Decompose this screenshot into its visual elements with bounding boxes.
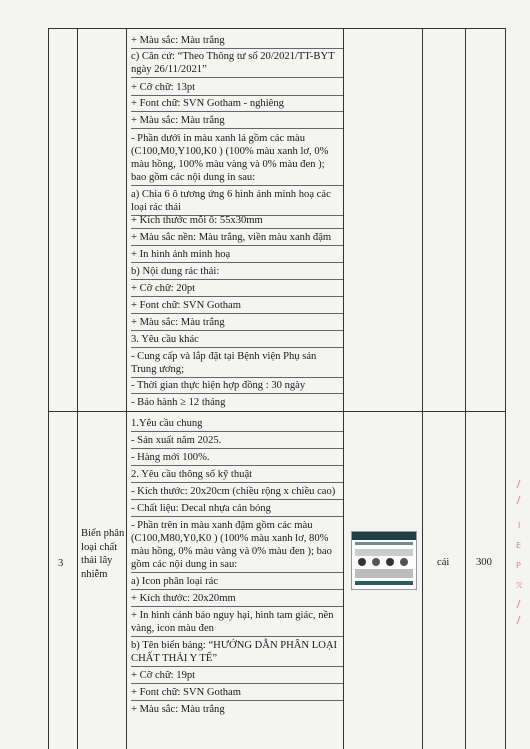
spec-line: - Phần trên in màu xanh đậm gồm các màu: [131, 520, 313, 531]
spec-line: 2. Yêu cầu thông số kỹ thuật: [131, 468, 343, 483]
spec-line: + Màu sắc nền: Màu trắng, viền màu xanh đậm: [131, 231, 343, 246]
waste-bin-icon: [358, 558, 366, 566]
spec-line: - Bảo hành ≥ 12 tháng: [131, 397, 226, 408]
spec-line: + In hình cảnh báo nguy hại, hình tam giác, nền: [131, 610, 334, 621]
row-number: 3: [58, 558, 64, 569]
stamp-mark: [508, 478, 528, 628]
spec-line: vàng, icon màu đen: [131, 622, 343, 637]
waste-bin-icon: [372, 558, 380, 566]
table-border-top: [48, 28, 506, 29]
spec-line: + Màu sắc: Màu trắng: [131, 114, 343, 129]
spec-line: + Font chữ: SVN Gotham - nghiêng: [131, 97, 343, 112]
spec-line: + Font chữ: SVN Gotham: [131, 299, 343, 314]
spec-line: màu hồng, 0% màu vàng và 0% màu đen ); bao: [131, 546, 332, 557]
spec-line: + Font chữ: SVN Gotham: [131, 686, 343, 701]
spec-line: - Sản xuất năm 2025.: [131, 434, 343, 449]
svg-text:I: I: [518, 521, 521, 530]
spec-cell-row-3: [131, 417, 343, 749]
spec-line: - Kích thước: 20x20cm (chiều rộng x chiều cao): [131, 485, 343, 500]
thumbnail-subtitle-band: [355, 542, 413, 545]
spec-line: a) Chia 6 ô tương ứng 6 hình ảnh minh hoạ các: [131, 189, 331, 200]
item-name-line: Biển phân: [81, 528, 125, 539]
item-name-line: nhiễm: [81, 568, 108, 580]
svg-text:E: E: [516, 541, 522, 550]
table-border-col5: [465, 28, 466, 749]
spec-line: + Màu sắc: Màu trắng: [131, 316, 343, 331]
spec-line: + Kích thước: 20x20mm: [131, 592, 343, 607]
svg-text:P: P: [516, 561, 521, 570]
thumbnail-row: [355, 581, 413, 585]
table-border-col3: [343, 28, 344, 749]
spec-line: + In hình ảnh minh hoạ: [131, 248, 343, 263]
item-name-line: thải lây: [81, 555, 113, 566]
thumbnail-row: [355, 569, 413, 578]
spec-line: + Màu sắc: Màu trắng: [131, 704, 225, 715]
spec-line: - Phần dưới in màu xanh lá gồm các màu: [131, 133, 306, 144]
spec-line: - Thời gian thực hiện hợp đồng : 30 ngày: [131, 379, 343, 394]
spec-line: ngày 26/11/2021”: [131, 63, 343, 78]
item-name-line: loại chất: [81, 541, 118, 553]
spec-line: c) Căn cứ: “Theo Thông tư số 20/2021/TT-BYT: [131, 51, 335, 62]
table-row-divider: [48, 411, 506, 412]
spec-line: (C100,M0,Y100,K0 ) (100% màu xanh lơ, 0%: [131, 146, 329, 157]
spec-line: - Hàng mới 100%.: [131, 451, 343, 466]
spec-line: + Cỡ chữ: 13pt: [131, 81, 343, 96]
spec-line: CHẤT THẢI Y TẾ”: [131, 652, 343, 667]
spec-line: + Cỡ chữ: 19pt: [131, 669, 343, 684]
spec-line: màu hồng, 100% màu vàng và 0% màu đen );: [131, 159, 325, 170]
table-border-right: [505, 28, 506, 749]
spec-line: b) Nội dung rác thải:: [131, 265, 343, 280]
spec-line: bao gồm các nội dung in sau:: [131, 171, 343, 186]
spec-line: - Cung cấp và lắp đặt tại Bệnh viện Phụ sản: [131, 351, 317, 362]
quantity-cell: 300: [476, 557, 492, 568]
spec-line: + Kích thước mỗi ô: 55x30mm: [131, 214, 343, 229]
spec-line: Trung ương;: [131, 363, 343, 378]
spec-line: + Màu sắc: Màu trắng: [131, 34, 343, 49]
unit-cell: cái: [437, 557, 450, 568]
table-border-col1: [77, 28, 78, 749]
waste-bin-icon: [386, 558, 394, 566]
spec-line: 3. Yêu cầu khác: [131, 333, 343, 348]
spec-line: loại rác thải: [131, 201, 343, 216]
product-thumbnail-image: [351, 531, 417, 590]
svg-text:ℛ: ℛ: [516, 581, 523, 590]
waste-bin-icon: [400, 558, 408, 566]
spec-line: gồm các nội dung in sau:: [131, 558, 343, 573]
spec-line: - Chất liệu: Decal nhựa cán bóng: [131, 502, 343, 517]
item-name: [81, 527, 125, 581]
spec-cell-previous-row: [131, 34, 343, 411]
table-border-col4: [422, 28, 423, 749]
spec-line: b) Tên biển bảng: “HƯỚNG DẪN PHÂN LOẠI: [131, 640, 338, 651]
spec-line: 1.Yêu cầu chung: [131, 417, 343, 432]
table-border-col2: [126, 28, 127, 749]
spec-line: (C100,M80,Y0,K0 ) (100% màu xanh lơ, 80%: [131, 533, 329, 544]
spec-line: + Cỡ chữ: 20pt: [131, 282, 343, 297]
thumbnail-row: [355, 549, 413, 556]
thumbnail-header-band: [352, 532, 416, 540]
table-border-left: [48, 28, 49, 749]
spec-line: a) Icon phân loại rác: [131, 575, 343, 590]
